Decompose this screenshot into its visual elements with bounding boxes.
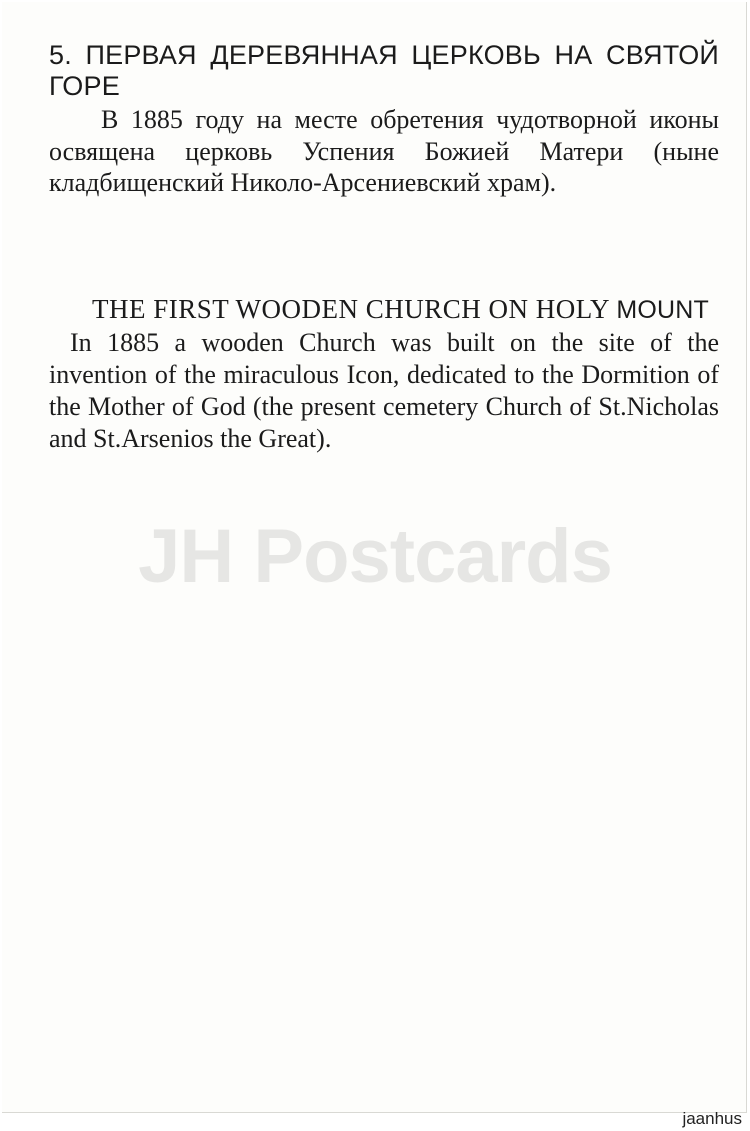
english-title-text: THE FIRST WOODEN CHURCH ON HOLY bbox=[92, 294, 610, 324]
english-body: In 1885 a wooden Church was built on the site of the invention of the miraculous Icon, dedicated to the Dormition of the Mother of God (the present cemetery Church of St.Nicholas and St.Arsenios the Great). bbox=[49, 328, 719, 453]
russian-title: 5. ПЕРВАЯ ДЕРЕВЯННАЯ ЦЕРКОВЬ НА СВЯТОЙ ГОРЕ bbox=[49, 40, 719, 101]
credit-label: jaanhus bbox=[682, 1109, 742, 1128]
russian-caption bbox=[49, 40, 719, 199]
russian-body: В 1885 году на месте обретения чудотворной иконы освящена церковь Успения Божией Матери (ныне кладбищенский Николо-Арсениевский храм). bbox=[49, 105, 719, 197]
english-title-end: MOUNT bbox=[616, 296, 709, 324]
english-caption bbox=[49, 294, 719, 455]
english-title bbox=[49, 294, 719, 325]
